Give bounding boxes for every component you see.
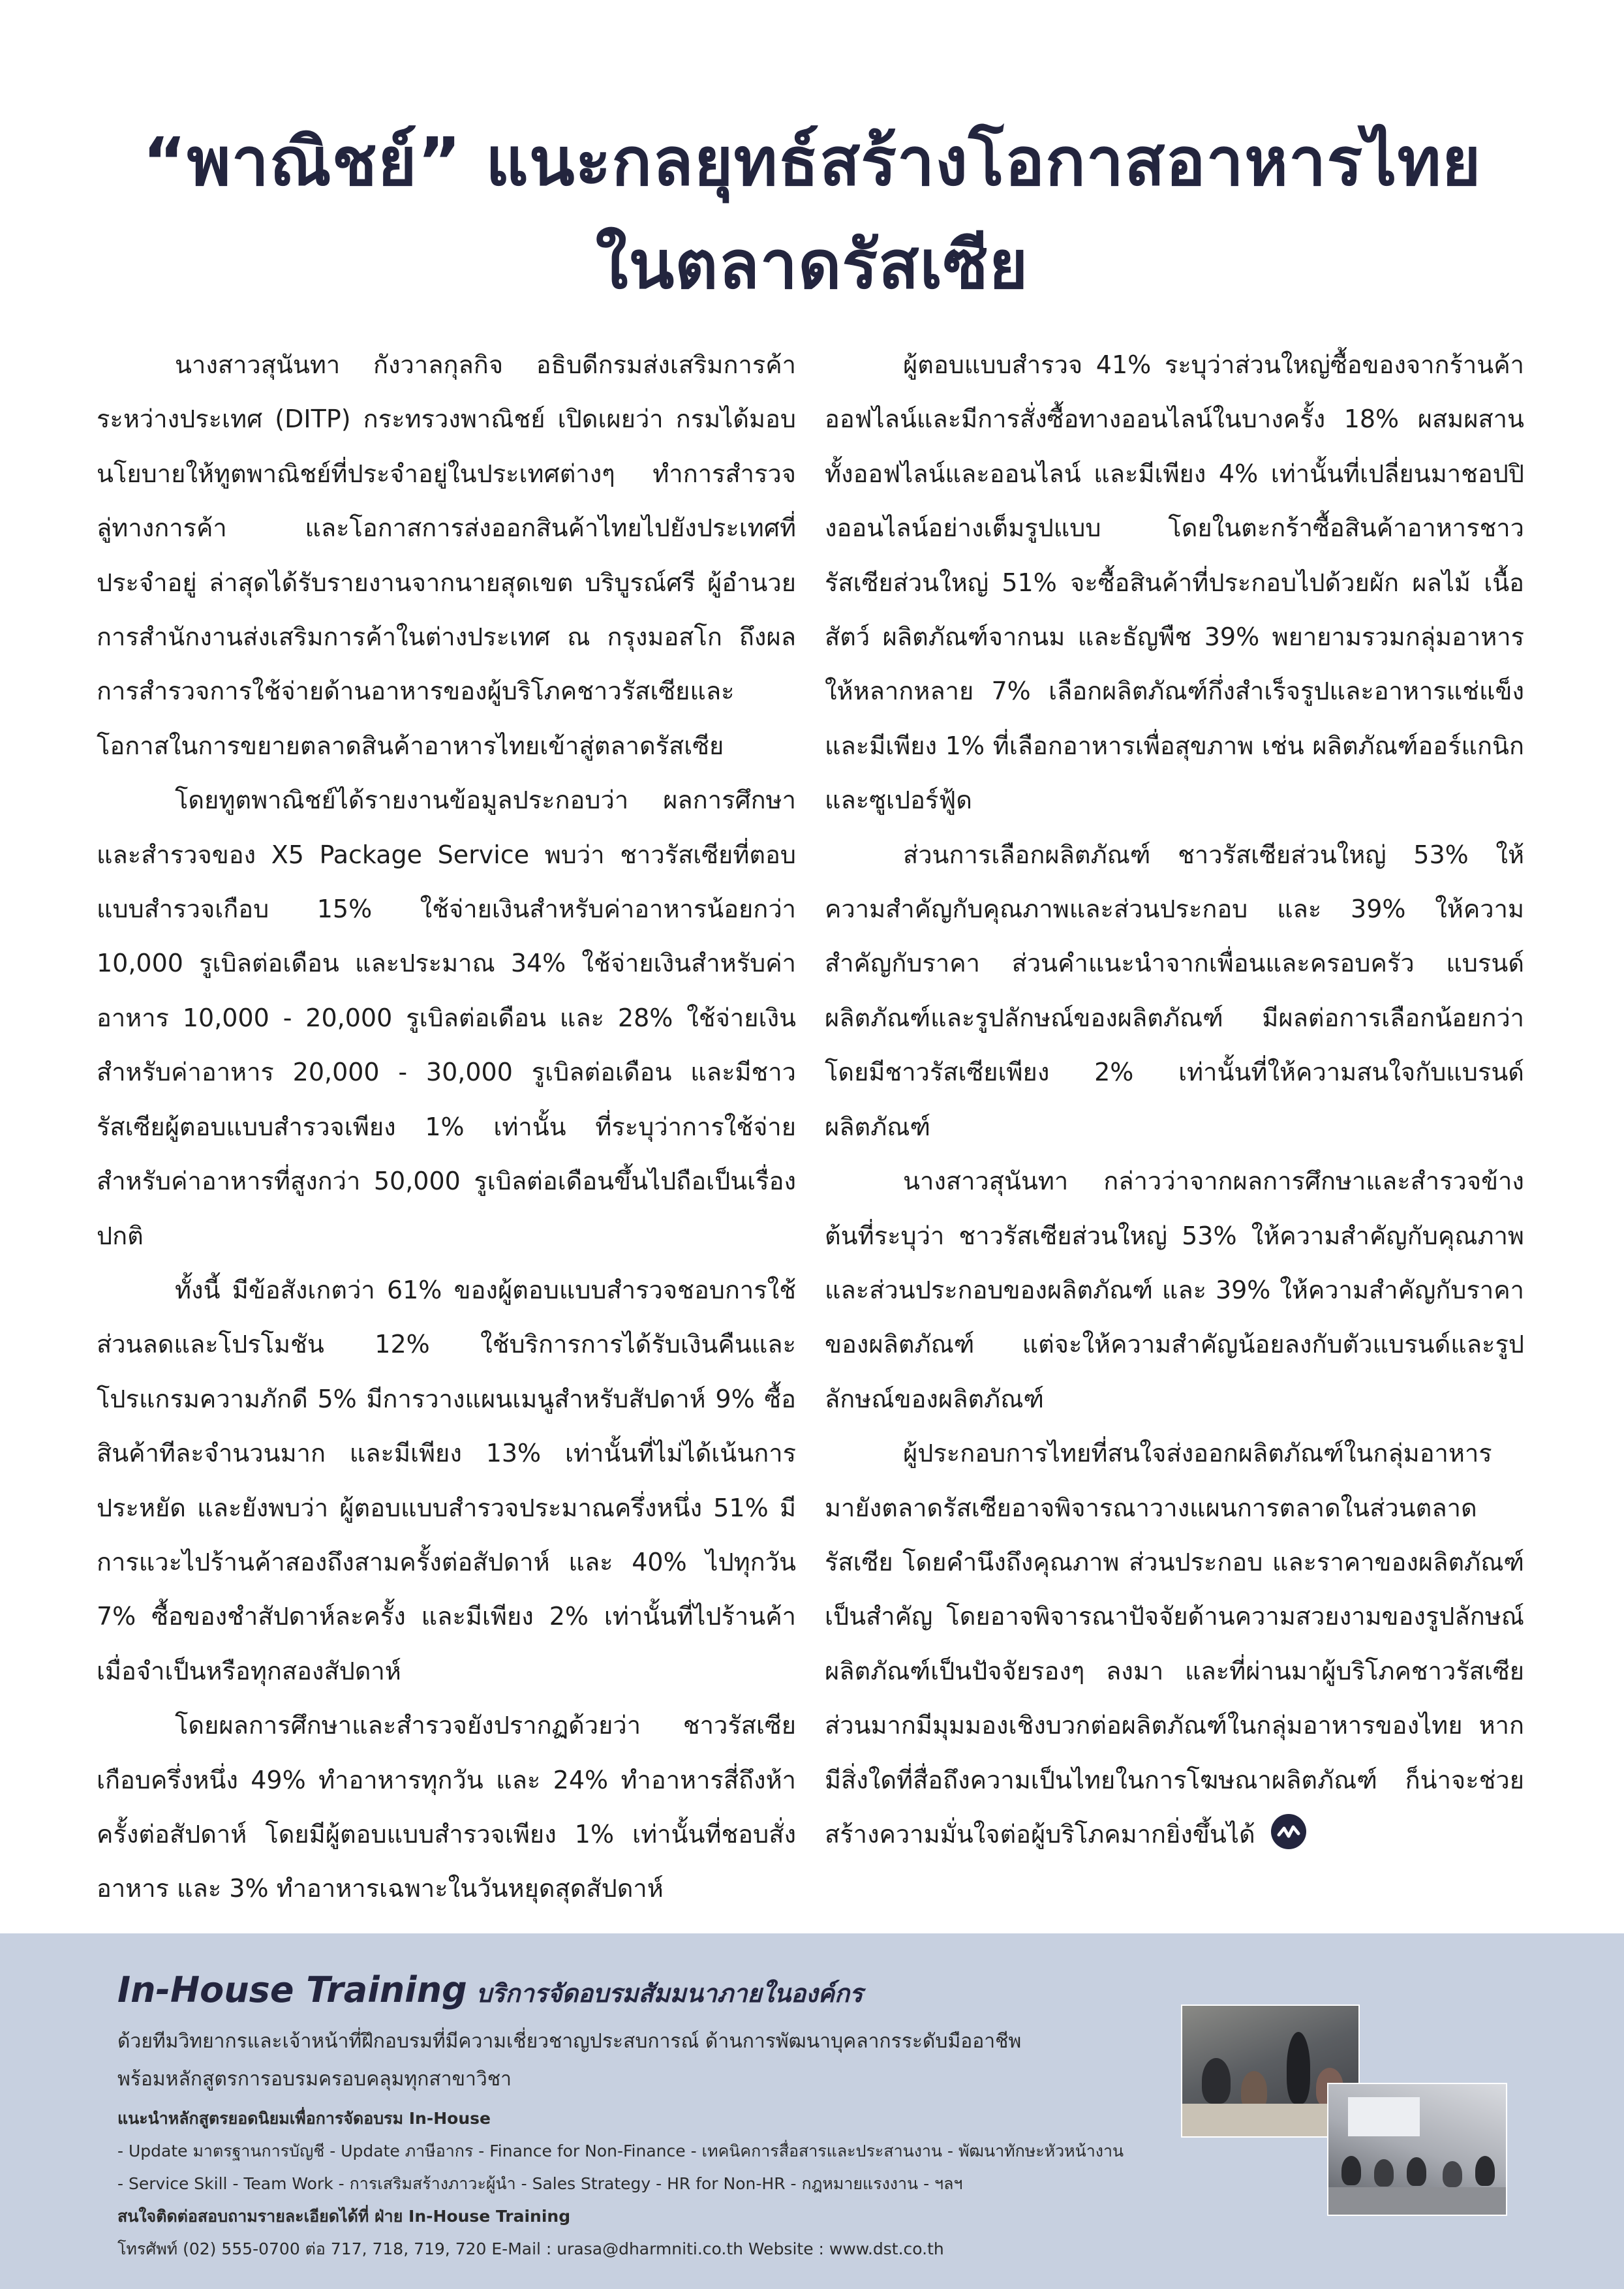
paragraph: โดยผลการศึกษาและสำรวจยังปรากฏด้วยว่า ชาวรัสเซียเกือบครึ่งหนึ่ง 49% ทำอาหารทุกวัน และ 24% ทำอาหารสี่ถึงห้าครั้งต่อสัปดาห์ โดยมีผู้ตอบแบบสำรวจเพียง 1% เท่านั้นที่ชอบสั่งอาหาร และ 3% ทำอาหารเฉพาะในวันหยุดสุดสัปดาห์ <box>97 1711 796 1903</box>
training-photo-2 <box>1327 2083 1507 2216</box>
paragraph-last-text: ผู้ประกอบการไทยที่สนใจส่งออกผลิตภัณฑ์ในกลุ่มอาหารมายังตลาดรัสเซียอาจพิจารณาวางแผนการตลาดในส่วนตลาดรัสเซีย โดยคำนึงถึงคุณภาพ ส่วนประกอบ และราคาของผลิตภัณฑ์เป็นสำคัญ โดยอาจพิจารณาปัจจัยด้านความสวยงามของรูปลักษณ์ผลิตภัณฑ์เป็นปัจจัยรองๆ ลงมา และที่ผ่านมาผู้บริโภคชาวรัสเซียส่วนมากมีมุมมองเชิงบวกต่อผลิตภัณฑ์ในกลุ่มอาหารของไทย หากมีสิ่งใดที่สื่อถึงความเป็นไทยในการโฆษณาผลิตภัณฑ์ ก็น่าจะช่วยสร้างความมั่นใจต่อผู้บริโภคมากยิ่งขึ้นได้ <box>825 1439 1524 1849</box>
paragraph: ส่วนการเลือกผลิตภัณฑ์ ชาวรัสเซียส่วนใหญ่ 53% ให้ความสำคัญกับคุณภาพและส่วนประกอบ และ 39% ให้ความสำคัญกับราคา ส่วนคำแนะนำจากเพื่อนและครอบครัว แบรนด์ผลิตภัณฑ์และรูปลักษณ์ของผลิตภัณฑ์ มีผลต่อการเลือกน้อยกว่า โดยมีชาวรัสเซียเพียง 2% เท่านั้นที่ให้ความสนใจกับแบรนด์ผลิตภัณฑ์ <box>825 840 1524 1141</box>
title-line-1: “พาณิชย์” แนะกลยุทธ์สร้างโอกาสอาหารไทย <box>142 123 1482 201</box>
article-left-column <box>97 338 796 1916</box>
paragraph: โดยทูตพาณิชย์ได้รายงานข้อมูลประกอบว่า ผลการศึกษาและสำรวจของ X5 Package Service พบว่า ชาวรัสเซียที่ตอบแบบสำรวจเกือบ 15% ใช้จ่ายเงินสำหรับค่าอาหารน้อยกว่า 10,000 รูเบิลต่อเดือน และประมาณ 34% ใช้จ่ายเงินสำหรับค่าอาหาร 10,000 - 20,000 รูเบิลต่อเดือน และ 28% ใช้จ่ายเงินสำหรับค่าอาหาร 20,000 - 30,000 รูเบิลต่อเดือน และมีชาวรัสเซียผู้ตอบแบบสำรวจเพียง 1% เท่านั้น ที่ระบุว่าการใช้จ่ายสำหรับค่าอาหารที่สูงกว่า 50,000 รูเบิลต่อเดือนขึ้นไปถือเป็นเรื่องปกติ <box>97 786 796 1250</box>
photo-figure <box>1475 2156 1495 2186</box>
banner-desc-line-2: พร้อมหลักสูตรการอบรมครอบคลุมทุกสาขาวิชา <box>117 2068 512 2091</box>
courses-line-2: - Service Skill - Team Work - การเสริมสร้างภาวะผู้นำ - Sales Strategy - HR for Non-HR - กฎหมายแรงงาน - ฯลฯ <box>117 2174 963 2193</box>
paragraph: ผู้ตอบแบบสำรวจ 41% ระบุว่าส่วนใหญ่ซื้อของจากร้านค้าออฟไลน์และมีการสั่งซื้อทางออนไลน์ในบางครั้ง 18% ผสมผสานทั้งออฟไลน์และออนไลน์ และมีเพียง 4% เท่านั้นที่เปลี่ยนมาชอปปิงออนไลน์อย่างเต็มรูปแบบ โดยในตะกร้าซื้อสินค้าอาหารชาวรัสเซียส่วนใหญ่ 51% จะซื้อสินค้าที่ประกอบไปด้วยผัก ผลไม้ เนื้อสัตว์ ผลิตภัณฑ์จากนม และธัญพืช 39% พยายามรวมกลุ่มอาหารให้หลากหลาย 7% เลือกผลิตภัณฑ์กึ่งสำเร็จรูปและอาหารแช่แข็ง และมีเพียง 1% ที่เลือกอาหารเพื่อสุขภาพ เช่น ผลิตภัณฑ์ออร์แกนิกและซูเปอร์ฟู้ด <box>825 350 1524 815</box>
photo-figure <box>1374 2159 1394 2187</box>
photo-figure <box>1287 2032 1310 2104</box>
photo-screen <box>1348 2097 1420 2136</box>
courses-line-1: - Update มาตรฐานการบัญชี - Update ภาษีอากร - Finance for Non-Finance - เทคนิคการสื่อสารและประสานงาน - พัฒนาทักษะหัวหน้างาน <box>117 2142 1124 2160</box>
title-line-2: ในตลาดรัสเซีย <box>595 226 1029 304</box>
end-mark-icon <box>1271 1814 1306 1849</box>
banner-description <box>117 2023 1161 2098</box>
paragraph: ทั้งนี้ มีข้อสังเกตว่า 61% ของผู้ตอบแบบสำรวจชอบการใช้ส่วนลดและโปรโมชัน 12% ใช้บริการการได้รับเงินคืนและโปรแกรมความภักดี 5% มีการวางแผนเมนูสำหรับสัปดาห์ 9% ซื้อสินค้าทีละจำนวนมาก และมีเพียง 13% เท่านั้นที่ไม่ได้เน้นการประหยัด และยังพบว่า ผู้ตอบแบบสำรวจประมาณครึ่งหนึ่ง 51% มีการแวะไปร้านค้าสองถึงสามครั้งต่อสัปดาห์ และ 40% ไปทุกวัน 7% ซื้อของชำสัปดาห์ละครั้ง และมีเพียง 2% เท่านั้นที่ไปร้านค้าเมื่อจำเป็นหรือทุกสองสัปดาห์ <box>97 1275 796 1685</box>
banner-heading <box>117 1969 863 2013</box>
paragraph: นางสาวสุนันทา กังวาลกุลกิจ อธิบดีกรมส่งเสริมการค้าระหว่างประเทศ (DITP) กระทรวงพาณิชย์ เปิดเผยว่า กรมได้มอบนโยบายให้ทูตพาณิชย์ที่ประจำอยู่ในประเทศต่างๆ ทำการสำรวจลู่ทางการค้า และโอกาสการส่งออกสินค้าไทยไปยังประเทศที่ประจำอยู่ ล่าสุดได้รับรายงานจากนายสุดเขต บริบูรณ์ศรี ผู้อำนวยการสำนักงานส่งเสริมการค้าในต่างประเทศ ณ กรุงมอสโก ถึงผลการสำรวจการใช้จ่ายด้านอาหารของผู้บริโภคชาวรัสเซียและโอกาสในการขยายตลาดสินค้าอาหารไทยเข้าสู่ตลาดรัสเซีย <box>97 350 796 760</box>
article-right-column <box>825 338 1524 1862</box>
contact-heading: สนใจติดต่อสอบถามรายละเอียดได้ที่ ฝ่าย In-House Training <box>117 2207 571 2226</box>
photo-figure <box>1443 2161 1462 2187</box>
contact-info: โทรศัพท์ (02) 555-0700 ต่อ 717, 718, 719, 720 E-Mail : urasa@dharmniti.co.th Website : www.dst.co.th <box>117 2239 944 2258</box>
photo-desks <box>1328 2187 1506 2215</box>
paragraph-last <box>825 1426 1524 1862</box>
banner-course-list <box>117 2102 1194 2266</box>
banner-desc-line-1: ด้วยทีมวิทยากรและเจ้าหน้าที่ฝึกอบรมที่มีความเชี่ยวชาญประสบการณ์ ด้านการพัฒนาบุคลากรระดับมืออาชีพ <box>117 2030 1022 2053</box>
courses-heading: แนะนำหลักสูตรยอดนิยมเพื่อการจัดอบรม In-House <box>117 2109 491 2128</box>
banner-title: In-House Training <box>117 1969 467 2010</box>
paragraph: นางสาวสุนันทา กล่าวว่าจากผลการศึกษาและสำรวจข้างต้นที่ระบุว่า ชาวรัสเซียส่วนใหญ่ 53% ให้ความสำคัญกับคุณภาพและส่วนประกอบของผลิตภัณฑ์ และ 39% ให้ความสำคัญกับราคาของผลิตภัณฑ์ แต่จะให้ความสำคัญน้อยลงกับตัวแบรนด์และรูปลักษณ์ของผลิตภัณฑ์ <box>825 1167 1524 1413</box>
article-title <box>0 111 1624 317</box>
banner-subtitle: บริการจัดอบรมสัมมนาภายในองค์กร <box>476 1979 863 2008</box>
photo-figure <box>1202 2058 1231 2104</box>
photo-figure <box>1407 2157 1426 2186</box>
photo-figure <box>1341 2156 1361 2185</box>
